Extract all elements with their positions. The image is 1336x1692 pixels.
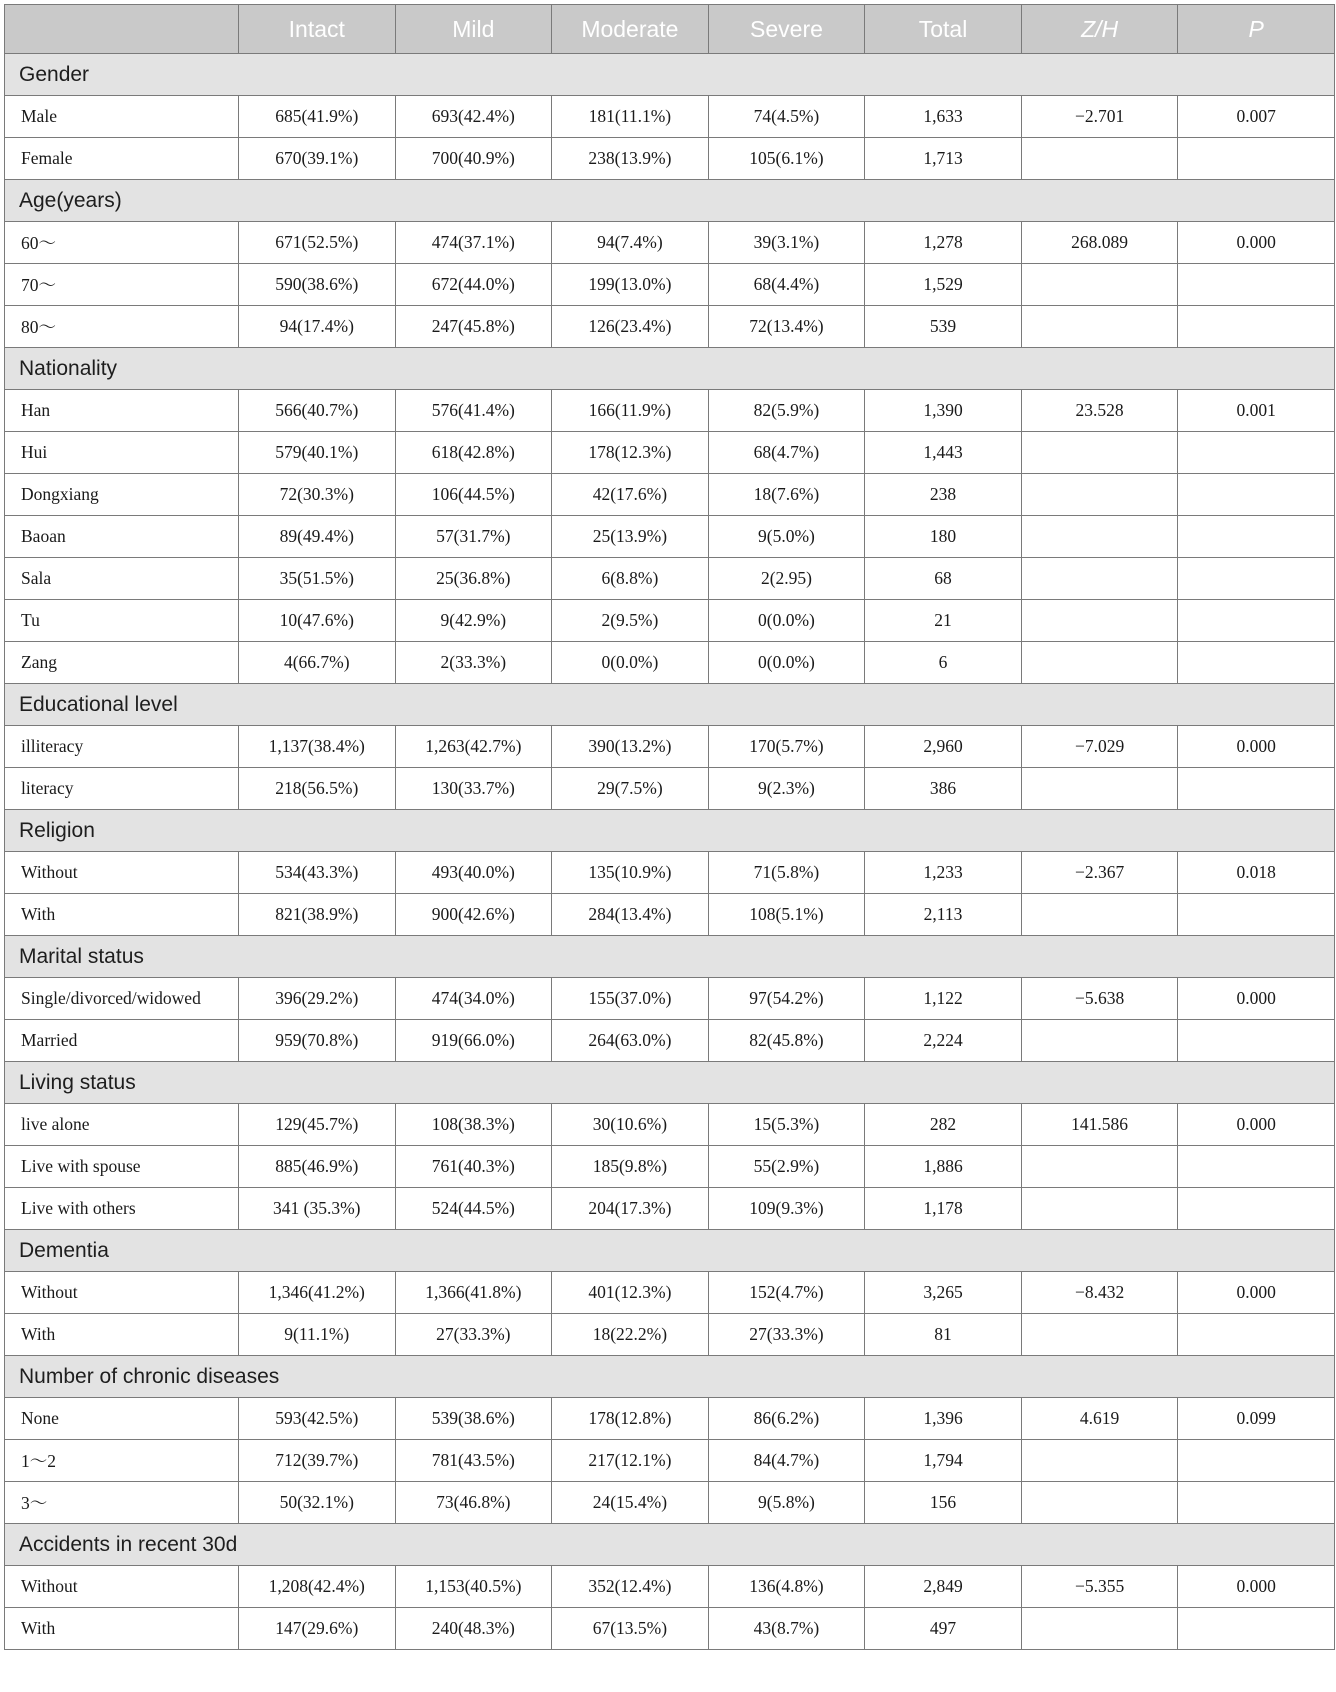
- mild-cell: 493(40.0%): [395, 852, 552, 894]
- row-label: 3～: [5, 1482, 239, 1524]
- zh-cell: [1021, 642, 1178, 684]
- moderate-cell: 217(12.1%): [552, 1440, 709, 1482]
- p-cell: [1178, 264, 1335, 306]
- group-title: Number of chronic diseases: [5, 1356, 1335, 1398]
- total-cell: 386: [865, 768, 1022, 810]
- p-cell: [1178, 1440, 1335, 1482]
- total-cell: 2,960: [865, 726, 1022, 768]
- group-header-row: [5, 54, 1335, 96]
- zh-cell: [1021, 264, 1178, 306]
- zh-cell: [1021, 432, 1178, 474]
- table-row: [5, 1272, 1335, 1314]
- p-cell: [1178, 432, 1335, 474]
- table-row: [5, 1566, 1335, 1608]
- row-label: With: [5, 1314, 239, 1356]
- table-row: [5, 1398, 1335, 1440]
- zh-cell: 268.089: [1021, 222, 1178, 264]
- table-row: [5, 558, 1335, 600]
- total-cell: 180: [865, 516, 1022, 558]
- total-cell: 1,443: [865, 432, 1022, 474]
- intact-cell: 821(38.9%): [239, 894, 396, 936]
- total-cell: 1,886: [865, 1146, 1022, 1188]
- severe-cell: 55(2.9%): [708, 1146, 865, 1188]
- moderate-cell: 178(12.8%): [552, 1398, 709, 1440]
- moderate-cell: 25(13.9%): [552, 516, 709, 558]
- table-row: [5, 264, 1335, 306]
- total-cell: 1,233: [865, 852, 1022, 894]
- mild-cell: 524(44.5%): [395, 1188, 552, 1230]
- moderate-cell: 30(10.6%): [552, 1104, 709, 1146]
- row-label: With: [5, 1608, 239, 1650]
- intact-cell: 534(43.3%): [239, 852, 396, 894]
- total-cell: 6: [865, 642, 1022, 684]
- zh-cell: [1021, 474, 1178, 516]
- severe-cell: 152(4.7%): [708, 1272, 865, 1314]
- total-cell: 1,529: [865, 264, 1022, 306]
- zh-cell: [1021, 138, 1178, 180]
- total-cell: 68: [865, 558, 1022, 600]
- group-title: Religion: [5, 810, 1335, 852]
- intact-cell: 10(47.6%): [239, 600, 396, 642]
- mild-cell: 539(38.6%): [395, 1398, 552, 1440]
- severe-cell: 82(45.8%): [708, 1020, 865, 1062]
- zh-cell: −5.355: [1021, 1566, 1178, 1608]
- severe-cell: 0(0.0%): [708, 600, 865, 642]
- moderate-cell: 24(15.4%): [552, 1482, 709, 1524]
- header-zh: Z/H: [1021, 5, 1178, 54]
- mild-cell: 700(40.9%): [395, 138, 552, 180]
- table-row: [5, 432, 1335, 474]
- row-label: Single/divorced/widowed: [5, 978, 239, 1020]
- table-row: [5, 600, 1335, 642]
- mild-cell: 1,263(42.7%): [395, 726, 552, 768]
- row-label: Tu: [5, 600, 239, 642]
- group-title: Gender: [5, 54, 1335, 96]
- p-cell: [1178, 1482, 1335, 1524]
- moderate-cell: 390(13.2%): [552, 726, 709, 768]
- moderate-cell: 264(63.0%): [552, 1020, 709, 1062]
- mild-cell: 130(33.7%): [395, 768, 552, 810]
- group-title: Accidents in recent 30d: [5, 1524, 1335, 1566]
- mild-cell: 106(44.5%): [395, 474, 552, 516]
- p-cell: [1178, 474, 1335, 516]
- zh-cell: [1021, 1440, 1178, 1482]
- group-header-row: [5, 1356, 1335, 1398]
- moderate-cell: 18(22.2%): [552, 1314, 709, 1356]
- row-label: None: [5, 1398, 239, 1440]
- p-cell: [1178, 1188, 1335, 1230]
- table-row: [5, 1146, 1335, 1188]
- intact-cell: 147(29.6%): [239, 1608, 396, 1650]
- row-label: Baoan: [5, 516, 239, 558]
- group-header-row: [5, 180, 1335, 222]
- p-cell: 0.099: [1178, 1398, 1335, 1440]
- row-label: 1～2: [5, 1440, 239, 1482]
- zh-cell: [1021, 768, 1178, 810]
- row-label: 60～: [5, 222, 239, 264]
- row-label: With: [5, 894, 239, 936]
- severe-cell: 9(2.3%): [708, 768, 865, 810]
- mild-cell: 576(41.4%): [395, 390, 552, 432]
- severe-cell: 170(5.7%): [708, 726, 865, 768]
- total-cell: 1,713: [865, 138, 1022, 180]
- p-cell: 0.001: [1178, 390, 1335, 432]
- table-row: [5, 306, 1335, 348]
- group-header-row: [5, 1524, 1335, 1566]
- intact-cell: 579(40.1%): [239, 432, 396, 474]
- intact-cell: 593(42.5%): [239, 1398, 396, 1440]
- mild-cell: 672(44.0%): [395, 264, 552, 306]
- group-header-row: [5, 1230, 1335, 1272]
- row-label: illiteracy: [5, 726, 239, 768]
- total-cell: 1,278: [865, 222, 1022, 264]
- severe-cell: 18(7.6%): [708, 474, 865, 516]
- intact-cell: 712(39.7%): [239, 1440, 396, 1482]
- intact-cell: 959(70.8%): [239, 1020, 396, 1062]
- moderate-cell: 204(17.3%): [552, 1188, 709, 1230]
- results-table: [4, 4, 1335, 1650]
- table-row: [5, 978, 1335, 1020]
- group-header-row: [5, 684, 1335, 726]
- intact-cell: 885(46.9%): [239, 1146, 396, 1188]
- table-body: [5, 54, 1335, 1650]
- zh-cell: [1021, 1314, 1178, 1356]
- table-row: [5, 1188, 1335, 1230]
- header-row: [5, 5, 1335, 54]
- total-cell: 497: [865, 1608, 1022, 1650]
- p-cell: 0.000: [1178, 726, 1335, 768]
- zh-cell: 4.619: [1021, 1398, 1178, 1440]
- severe-cell: 27(33.3%): [708, 1314, 865, 1356]
- intact-cell: 396(29.2%): [239, 978, 396, 1020]
- total-cell: 539: [865, 306, 1022, 348]
- row-label: Live with others: [5, 1188, 239, 1230]
- row-label: Without: [5, 852, 239, 894]
- p-cell: [1178, 768, 1335, 810]
- table-row: [5, 642, 1335, 684]
- zh-cell: −2.367: [1021, 852, 1178, 894]
- zh-cell: [1021, 1482, 1178, 1524]
- intact-cell: 670(39.1%): [239, 138, 396, 180]
- p-cell: 0.000: [1178, 1104, 1335, 1146]
- mild-cell: 27(33.3%): [395, 1314, 552, 1356]
- total-cell: 1,122: [865, 978, 1022, 1020]
- moderate-cell: 238(13.9%): [552, 138, 709, 180]
- table-header: [5, 5, 1335, 54]
- mild-cell: 25(36.8%): [395, 558, 552, 600]
- p-cell: 0.000: [1178, 222, 1335, 264]
- mild-cell: 247(45.8%): [395, 306, 552, 348]
- severe-cell: 15(5.3%): [708, 1104, 865, 1146]
- p-cell: 0.000: [1178, 978, 1335, 1020]
- zh-cell: [1021, 306, 1178, 348]
- group-header-row: [5, 936, 1335, 978]
- intact-cell: 94(17.4%): [239, 306, 396, 348]
- intact-cell: 4(66.7%): [239, 642, 396, 684]
- row-label: Female: [5, 138, 239, 180]
- zh-cell: [1021, 894, 1178, 936]
- mild-cell: 618(42.8%): [395, 432, 552, 474]
- p-cell: [1178, 1020, 1335, 1062]
- total-cell: 1,396: [865, 1398, 1022, 1440]
- intact-cell: 35(51.5%): [239, 558, 396, 600]
- p-cell: [1178, 138, 1335, 180]
- row-label: Hui: [5, 432, 239, 474]
- moderate-cell: 94(7.4%): [552, 222, 709, 264]
- zh-cell: [1021, 600, 1178, 642]
- p-cell: [1178, 894, 1335, 936]
- severe-cell: 9(5.8%): [708, 1482, 865, 1524]
- total-cell: 1,794: [865, 1440, 1022, 1482]
- intact-cell: 89(49.4%): [239, 516, 396, 558]
- zh-cell: [1021, 1146, 1178, 1188]
- zh-cell: [1021, 1608, 1178, 1650]
- intact-cell: 341 (35.3%): [239, 1188, 396, 1230]
- severe-cell: 9(5.0%): [708, 516, 865, 558]
- table-row: [5, 516, 1335, 558]
- zh-cell: −7.029: [1021, 726, 1178, 768]
- table-row: [5, 138, 1335, 180]
- group-title: Nationality: [5, 348, 1335, 390]
- row-label: Without: [5, 1566, 239, 1608]
- severe-cell: 74(4.5%): [708, 96, 865, 138]
- mild-cell: 474(37.1%): [395, 222, 552, 264]
- row-label: Married: [5, 1020, 239, 1062]
- severe-cell: 2(2.95): [708, 558, 865, 600]
- total-cell: 1,390: [865, 390, 1022, 432]
- zh-cell: 141.586: [1021, 1104, 1178, 1146]
- mild-cell: 781(43.5%): [395, 1440, 552, 1482]
- moderate-cell: 181(11.1%): [552, 96, 709, 138]
- moderate-cell: 6(8.8%): [552, 558, 709, 600]
- zh-cell: [1021, 516, 1178, 558]
- row-label: 80～: [5, 306, 239, 348]
- mild-cell: 9(42.9%): [395, 600, 552, 642]
- mild-cell: 73(46.8%): [395, 1482, 552, 1524]
- row-label: literacy: [5, 768, 239, 810]
- p-cell: [1178, 1146, 1335, 1188]
- mild-cell: 900(42.6%): [395, 894, 552, 936]
- moderate-cell: 126(23.4%): [552, 306, 709, 348]
- moderate-cell: 199(13.0%): [552, 264, 709, 306]
- table-row: [5, 768, 1335, 810]
- table-row: [5, 474, 1335, 516]
- mild-cell: 474(34.0%): [395, 978, 552, 1020]
- severe-cell: 84(4.7%): [708, 1440, 865, 1482]
- table-row: [5, 894, 1335, 936]
- intact-cell: 590(38.6%): [239, 264, 396, 306]
- total-cell: 2,849: [865, 1566, 1022, 1608]
- zh-cell: [1021, 1020, 1178, 1062]
- row-label: live alone: [5, 1104, 239, 1146]
- p-cell: 0.000: [1178, 1566, 1335, 1608]
- table-row: [5, 222, 1335, 264]
- moderate-cell: 166(11.9%): [552, 390, 709, 432]
- moderate-cell: 155(37.0%): [552, 978, 709, 1020]
- group-header-row: [5, 810, 1335, 852]
- moderate-cell: 185(9.8%): [552, 1146, 709, 1188]
- zh-cell: −2.701: [1021, 96, 1178, 138]
- intact-cell: 1,208(42.4%): [239, 1566, 396, 1608]
- severe-cell: 97(54.2%): [708, 978, 865, 1020]
- intact-cell: 685(41.9%): [239, 96, 396, 138]
- severe-cell: 71(5.8%): [708, 852, 865, 894]
- header-severe: Severe: [708, 5, 865, 54]
- intact-cell: 218(56.5%): [239, 768, 396, 810]
- intact-cell: 9(11.1%): [239, 1314, 396, 1356]
- intact-cell: 671(52.5%): [239, 222, 396, 264]
- table-row: [5, 1608, 1335, 1650]
- p-cell: [1178, 1608, 1335, 1650]
- intact-cell: 50(32.1%): [239, 1482, 396, 1524]
- table-row: [5, 852, 1335, 894]
- zh-cell: −8.432: [1021, 1272, 1178, 1314]
- zh-cell: [1021, 1188, 1178, 1230]
- severe-cell: 68(4.4%): [708, 264, 865, 306]
- group-title: Age(years): [5, 180, 1335, 222]
- group-title: Dementia: [5, 1230, 1335, 1272]
- total-cell: 156: [865, 1482, 1022, 1524]
- table-row: [5, 96, 1335, 138]
- table-row: [5, 1104, 1335, 1146]
- moderate-cell: 352(12.4%): [552, 1566, 709, 1608]
- severe-cell: 86(6.2%): [708, 1398, 865, 1440]
- moderate-cell: 67(13.5%): [552, 1608, 709, 1650]
- group-header-row: [5, 1062, 1335, 1104]
- zh-cell: 23.528: [1021, 390, 1178, 432]
- group-title: Educational level: [5, 684, 1335, 726]
- table-row: [5, 1314, 1335, 1356]
- row-label: Without: [5, 1272, 239, 1314]
- p-cell: 0.000: [1178, 1272, 1335, 1314]
- mild-cell: 761(40.3%): [395, 1146, 552, 1188]
- table-row: [5, 726, 1335, 768]
- row-label: Dongxiang: [5, 474, 239, 516]
- zh-cell: [1021, 558, 1178, 600]
- row-label: Male: [5, 96, 239, 138]
- row-label: Live with spouse: [5, 1146, 239, 1188]
- severe-cell: 136(4.8%): [708, 1566, 865, 1608]
- intact-cell: 129(45.7%): [239, 1104, 396, 1146]
- intact-cell: 72(30.3%): [239, 474, 396, 516]
- total-cell: 282: [865, 1104, 1022, 1146]
- p-cell: [1178, 1314, 1335, 1356]
- row-label: Zang: [5, 642, 239, 684]
- severe-cell: 105(6.1%): [708, 138, 865, 180]
- header-moderate: Moderate: [552, 5, 709, 54]
- intact-cell: 1,346(41.2%): [239, 1272, 396, 1314]
- p-cell: 0.007: [1178, 96, 1335, 138]
- total-cell: 21: [865, 600, 1022, 642]
- total-cell: 1,178: [865, 1188, 1022, 1230]
- severe-cell: 39(3.1%): [708, 222, 865, 264]
- p-cell: [1178, 558, 1335, 600]
- total-cell: 2,224: [865, 1020, 1022, 1062]
- mild-cell: 1,153(40.5%): [395, 1566, 552, 1608]
- severe-cell: 108(5.1%): [708, 894, 865, 936]
- moderate-cell: 42(17.6%): [552, 474, 709, 516]
- severe-cell: 82(5.9%): [708, 390, 865, 432]
- intact-cell: 566(40.7%): [239, 390, 396, 432]
- header-total: Total: [865, 5, 1022, 54]
- moderate-cell: 178(12.3%): [552, 432, 709, 474]
- table-row: [5, 1482, 1335, 1524]
- intact-cell: 1,137(38.4%): [239, 726, 396, 768]
- header-intact: Intact: [239, 5, 396, 54]
- table-row: [5, 1020, 1335, 1062]
- total-cell: 1,633: [865, 96, 1022, 138]
- mild-cell: 919(66.0%): [395, 1020, 552, 1062]
- group-title: Living status: [5, 1062, 1335, 1104]
- total-cell: 81: [865, 1314, 1022, 1356]
- p-cell: [1178, 306, 1335, 348]
- severe-cell: 0(0.0%): [708, 642, 865, 684]
- moderate-cell: 2(9.5%): [552, 600, 709, 642]
- mild-cell: 57(31.7%): [395, 516, 552, 558]
- row-label: Han: [5, 390, 239, 432]
- p-cell: 0.018: [1178, 852, 1335, 894]
- total-cell: 238: [865, 474, 1022, 516]
- zh-cell: −5.638: [1021, 978, 1178, 1020]
- row-label: 70～: [5, 264, 239, 306]
- p-cell: [1178, 516, 1335, 558]
- p-cell: [1178, 600, 1335, 642]
- mild-cell: 1,366(41.8%): [395, 1272, 552, 1314]
- header-mild: Mild: [395, 5, 552, 54]
- moderate-cell: 401(12.3%): [552, 1272, 709, 1314]
- mild-cell: 240(48.3%): [395, 1608, 552, 1650]
- header-blank: [5, 5, 239, 54]
- mild-cell: 693(42.4%): [395, 96, 552, 138]
- severe-cell: 43(8.7%): [708, 1608, 865, 1650]
- header-p: P: [1178, 5, 1335, 54]
- severe-cell: 109(9.3%): [708, 1188, 865, 1230]
- severe-cell: 68(4.7%): [708, 432, 865, 474]
- group-header-row: [5, 348, 1335, 390]
- moderate-cell: 135(10.9%): [552, 852, 709, 894]
- row-label: Sala: [5, 558, 239, 600]
- total-cell: 2,113: [865, 894, 1022, 936]
- group-title: Marital status: [5, 936, 1335, 978]
- mild-cell: 2(33.3%): [395, 642, 552, 684]
- mild-cell: 108(38.3%): [395, 1104, 552, 1146]
- severe-cell: 72(13.4%): [708, 306, 865, 348]
- table-row: [5, 390, 1335, 432]
- total-cell: 3,265: [865, 1272, 1022, 1314]
- table-row: [5, 1440, 1335, 1482]
- p-cell: [1178, 642, 1335, 684]
- moderate-cell: 29(7.5%): [552, 768, 709, 810]
- moderate-cell: 0(0.0%): [552, 642, 709, 684]
- moderate-cell: 284(13.4%): [552, 894, 709, 936]
